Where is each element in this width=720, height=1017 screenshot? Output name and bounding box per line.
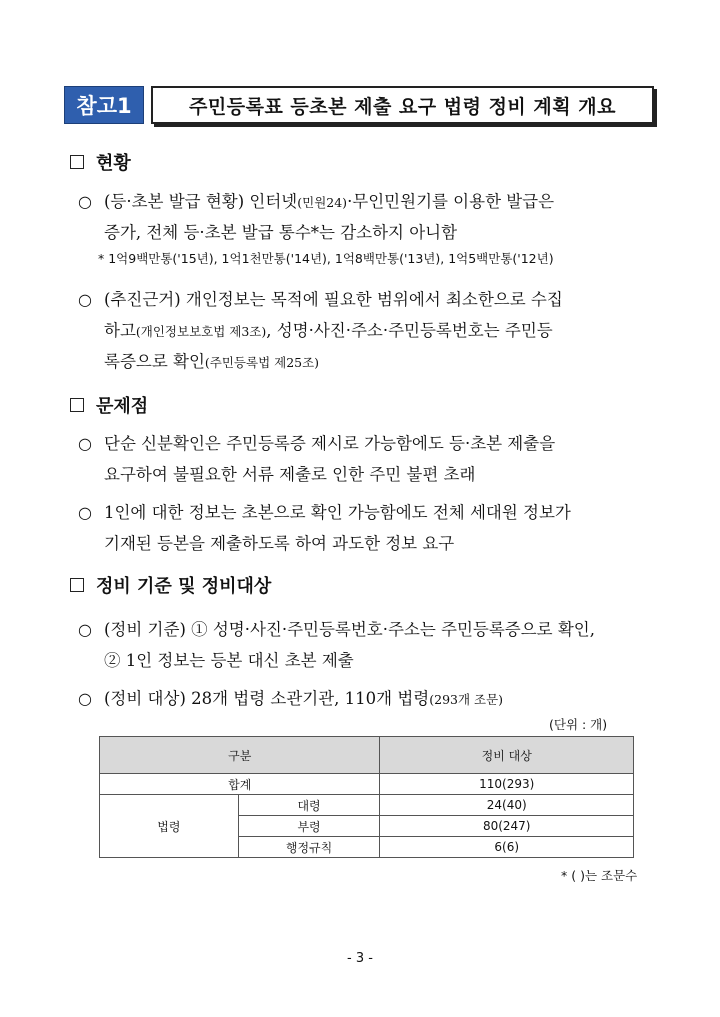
square-bullet-icon [70,155,84,169]
circle-bullet-icon: ○ [78,290,92,309]
circle-bullet-icon: ○ [78,434,92,453]
bullet-line [104,683,503,715]
table-cell: 대령 [238,795,380,816]
section-heading-text: 현황 [96,153,131,174]
table-cell: 법령 [100,795,239,858]
page-number: - 3 - [347,951,373,966]
table-footnote: * ( )는 조문수 [561,868,638,883]
bullet-line [104,346,319,378]
bullet-line [104,186,554,218]
bullet-subtext: (민원24) [297,195,348,210]
targets-table [99,736,634,858]
bullet-line [104,315,553,347]
circle-bullet-icon: ○ [78,503,92,522]
reference-badge: 참고1 [64,86,144,124]
table-unit: (단위 : 개) [549,717,608,732]
bullet-text: 하고 [104,321,136,340]
table-row [100,774,634,795]
bullet-subtext: (주민등록법 제25조) [204,355,320,370]
table-cell: 합계 [100,774,380,795]
section-heading-status [70,149,131,175]
title-bar [64,86,654,126]
bullet-line: (추진근거) 개인정보는 목적에 필요한 범위에서 최소한으로 수집 [104,290,563,309]
circle-bullet-icon: ○ [78,689,92,708]
bullet-subtext: (개인정보보호법 제3조) [135,324,267,339]
bullet-text: (등·초본 발급 현황) 인터넷 [104,192,298,211]
bullet-line: 요구하여 불필요한 서류 제출로 인한 주민 불편 초래 [104,465,476,484]
table-cell: 행정규칙 [238,837,380,858]
table-cell: 80(247) [380,816,634,837]
table-cell: 부령 [238,816,380,837]
bullet-line: 기재된 등본을 제출하도록 하여 과도한 정보 요구 [104,534,455,553]
circle-bullet-icon: ○ [78,192,92,211]
bullet-text: ·무인민원기를 이용한 발급은 [347,192,555,211]
section-heading-text: 문제점 [96,396,149,417]
bullet-text: 록증으로 확인 [104,352,205,371]
table-header: 정비 대상 [380,737,634,774]
square-bullet-icon [70,398,84,412]
table-cell: 24(40) [380,795,634,816]
page-title: 주민등록표 등초본 제출 요구 법령 정비 계획 개요 [151,86,654,124]
table-header: 구분 [100,737,380,774]
square-bullet-icon [70,578,84,592]
section-heading-text: 정비 기준 및 정비대상 [96,576,272,597]
bullet-text: (정비 대상) 28개 법령 소관기관, 110개 법령 [104,689,430,708]
table-cell: 110(293) [380,774,634,795]
section-heading-problems [70,392,148,418]
issuance-footnote: * 1억9백만통('15년), 1억1천만통('14년), 1억8백만통('13년), 1억5백만통('12년) [98,251,554,266]
bullet-line: 증가, 전체 등·초본 발급 통수*는 감소하지 아니함 [104,223,458,242]
bullet-line: ② 1인 정보는 등본 대신 초본 제출 [104,651,354,670]
bullet-line: 단순 신분확인은 주민등록증 제시로 가능함에도 등·초본 제출을 [104,434,556,453]
circle-bullet-icon: ○ [78,620,92,639]
table-row [100,795,634,816]
bullet-line: 1인에 대한 정보는 초본으로 확인 가능함에도 전체 세대원 정보가 [104,503,571,522]
table-cell: 6(6) [380,837,634,858]
bullet-line: (정비 기준) ① 성명·사진·주민등록번호·주소는 주민등록증으로 확인, [104,620,595,639]
bullet-text: , 성명·사진·주소·주민등록번호는 주민등 [266,321,553,340]
bullet-subtext: (293개 조문) [429,692,504,707]
section-heading-criteria [70,572,271,598]
